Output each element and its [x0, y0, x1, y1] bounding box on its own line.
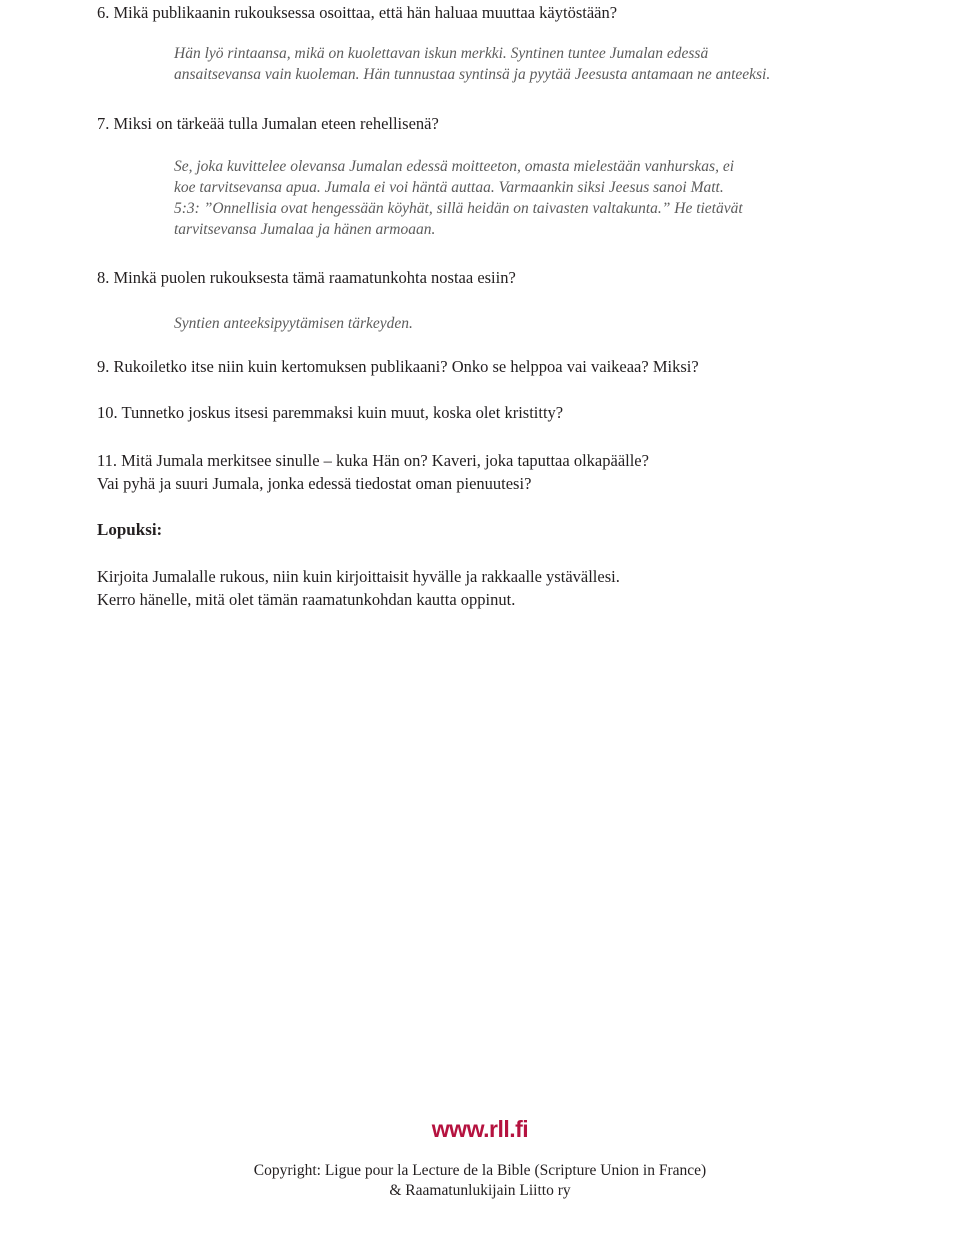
answer-6-line-2: ansaitsevansa vain kuoleman. Hän tunnustaa syntinsä ja pyytää Jeesusta antamaan ne anteeksi.: [174, 66, 771, 83]
question-6: 6. Mikä publikaanin rukouksessa osoittaa, että hän haluaa muuttaa käytöstään?: [97, 3, 618, 22]
closing-line-2: Kerro hänelle, mitä olet tämän raamatunkohdan kautta oppinut.: [97, 590, 516, 609]
answer-7-line-2: koe tarvitsevansa apua. Jumala ei voi häntä auttaa. Varmaankin siksi Jeesus sanoi Matt.: [174, 179, 724, 196]
answer-8: [174, 313, 854, 334]
question-11-line-1: 11. Mitä Jumala merkitsee sinulle – kuka Hän on? Kaveri, joka taputtaa olkapäälle?: [97, 451, 649, 470]
copyright-line-2: & Raamatunlukijain Liitto ry: [389, 1182, 571, 1199]
answer-8-line-1: Syntien anteeksipyytämisen tärkeyden.: [174, 315, 413, 332]
closing-text: [97, 565, 620, 611]
question-10: 10. Tunnetko joskus itsesi paremmaksi kuin muut, koska olet kristitty?: [97, 403, 564, 422]
answer-7: [174, 156, 854, 240]
answer-7-line-1: Se, joka kuvittelee olevansa Jumalan edessä moitteeton, omasta mielestään vanhurskas, ei: [174, 158, 735, 175]
question-11-line-2: Vai pyhä ja suuri Jumala, jonka edessä tiedostat oman pienuutesi?: [97, 474, 532, 493]
answer-7-line-3: 5:3: ”Onnellisia ovat hengessään köyhät, sillä heidän on taivasten valtakunta.” He tietävät: [174, 200, 743, 217]
copyright-notice: [0, 1161, 960, 1201]
question-7: 7. Miksi on tärkeää tulla Jumalan eteen rehellisenä?: [97, 114, 439, 133]
question-11: [97, 449, 649, 495]
answer-7-line-4: tarvitsevansa Jumalaa ja hänen armoaan.: [174, 221, 436, 238]
copyright-line-1: Copyright: Ligue pour la Lecture de la Bible (Scripture Union in France): [253, 1162, 707, 1179]
answer-6: [174, 43, 854, 85]
website-logo: www.rll.fi: [431, 1116, 529, 1142]
question-9: 9. Rukoiletko itse niin kuin kertomuksen publikaani? Onko se helppoa vai vaikeaa? Miksi?: [97, 357, 699, 376]
closing-heading: Lopuksi:: [97, 520, 163, 539]
question-8: 8. Minkä puolen rukouksesta tämä raamatunkohta nostaa esiin?: [97, 268, 516, 287]
closing-line-1: Kirjoita Jumalalle rukous, niin kuin kirjoittaisit hyvälle ja rakkaalle ystävällesi.: [97, 567, 620, 586]
answer-6-line-1: Hän lyö rintaansa, mikä on kuolettavan iskun merkki. Syntinen tuntee Jumalan edessä: [174, 45, 709, 62]
